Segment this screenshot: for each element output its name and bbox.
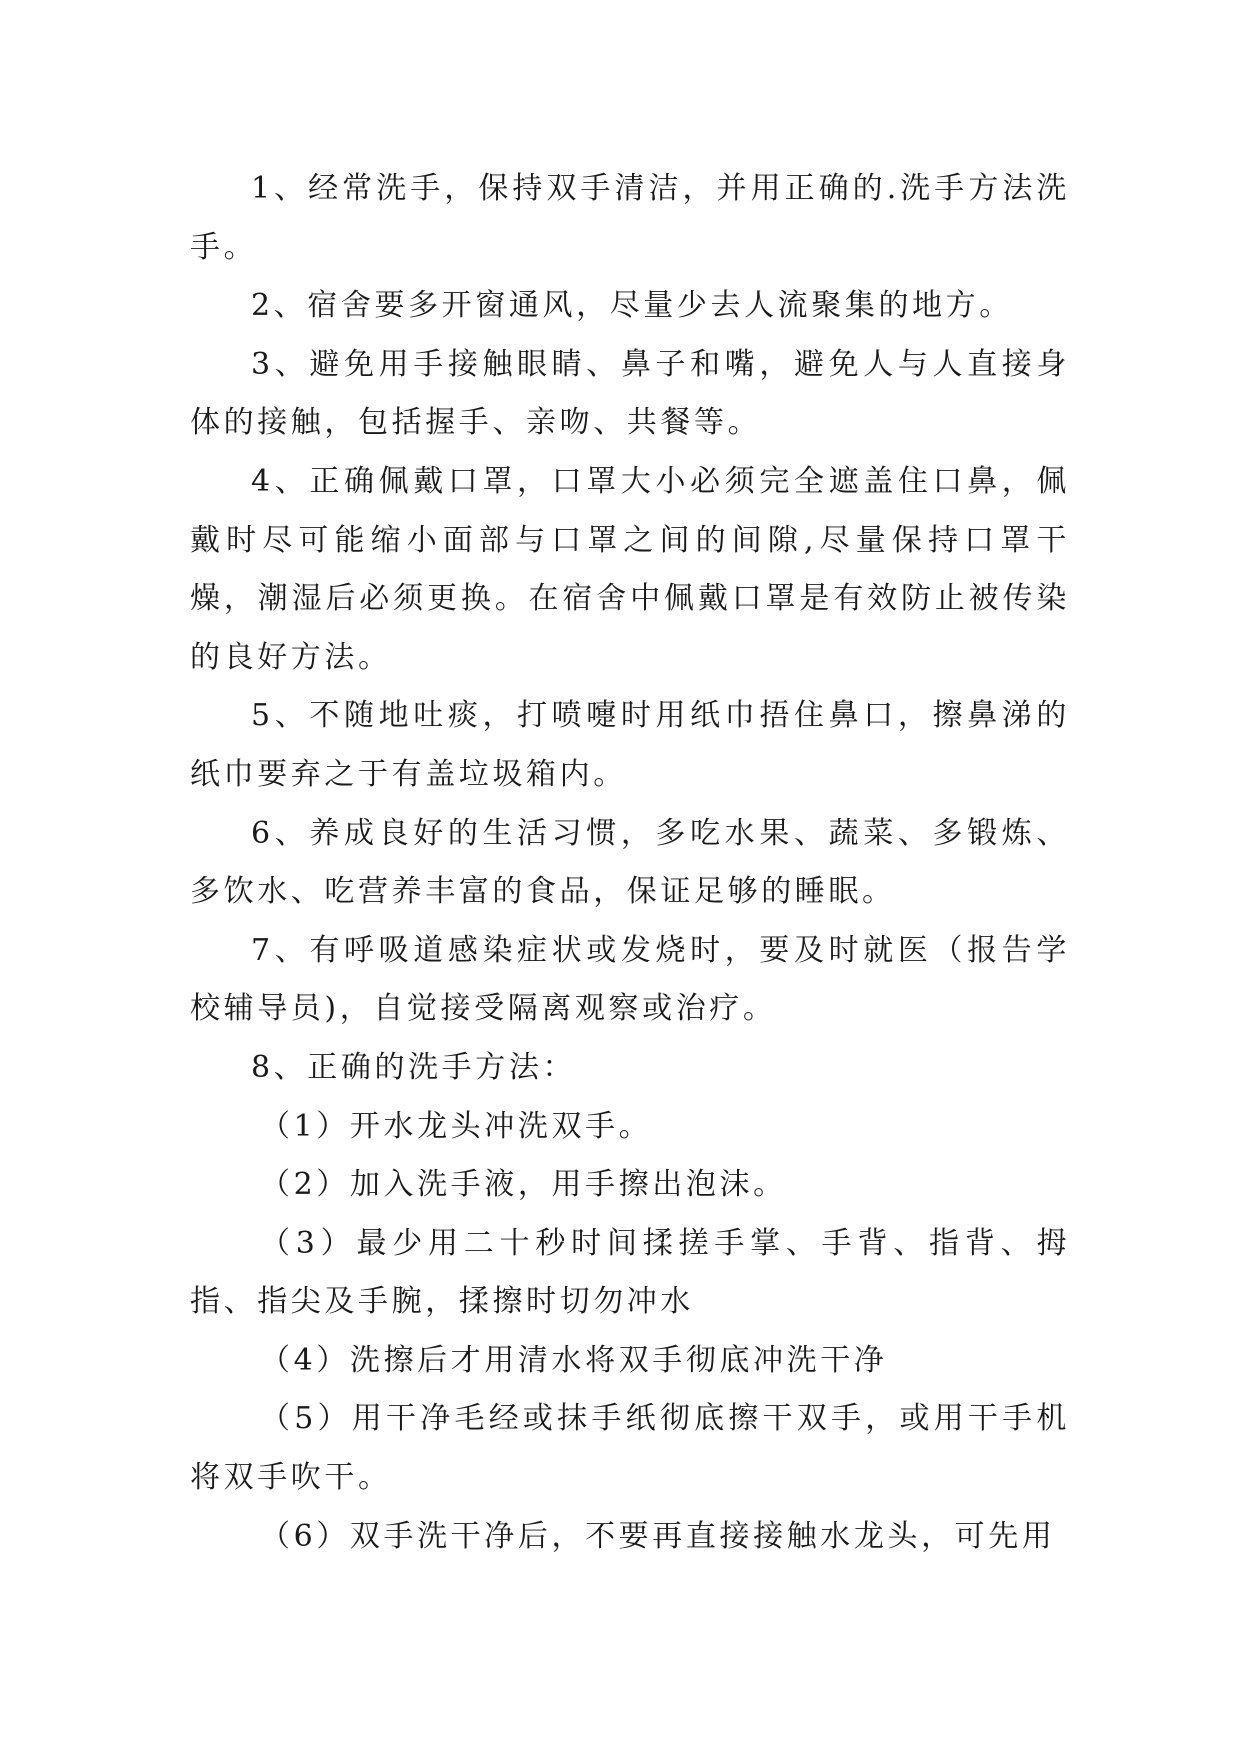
step-1: （1）开水龙头冲洗双手。 bbox=[260, 1108, 653, 1144]
step-3: （3）最少用二十秒时间揉搓手掌、手背、指背、拇指、指尖及手腕，揉擦时切勿冲水 bbox=[190, 1225, 1070, 1320]
step-2: （2）加入洗手液，用手擦出泡沫。 bbox=[260, 1167, 787, 1203]
paragraph-8: 8、正确的洗手方法： bbox=[251, 1049, 577, 1085]
step-5: （5）用干净毛经或抹手纸彻底擦干双手，或用干手机将双手吹干。 bbox=[190, 1401, 1070, 1496]
step-6: （6）双手洗干净后，不要再直接接触水龙头，可先用 bbox=[260, 1518, 1056, 1554]
paragraph-2: 2、宿舍要多开窗通风，尽量少去人流聚集的地方。 bbox=[251, 288, 1013, 324]
paragraph-3: 3、避免用手接触眼睛、鼻子和嘴，避免人与人直接身体的接触，包括握手、亲吻、共餐等。 bbox=[190, 346, 1070, 441]
paragraph-1: 1、经常洗手，保持双手清洁，并用正确的.洗手方法洗手。 bbox=[190, 171, 1070, 265]
paragraph-6: 6、养成良好的生活习惯，多吃水果、蔬菜、多锻炼、多饮水、吃营养丰富的食品，保证足够的睡眠。 bbox=[190, 815, 1070, 910]
step-4: （4）洗擦后才用清水将双手彻底冲洗干净 bbox=[260, 1342, 888, 1378]
paragraph-5: 5、不随地吐痰，打喷嚏时用纸巾捂住鼻口，擦鼻涕的纸巾要弃之于有盖垃圾箱内。 bbox=[190, 698, 1070, 792]
paragraph-7: 7、有呼吸道感染症状或发烧时，要及时就医（报告学校辅导员)，自觉接受隔离观察或治疗。 bbox=[190, 932, 1070, 1027]
document-body bbox=[190, 160, 1070, 1566]
paragraph-4: 4、正确佩戴口罩，口罩大小必须完全遮盖住口鼻，佩戴时尽可能缩小面部与口罩之间的间隙,尽量保持口罩干燥，潮湿后必须更换。在宿舍中佩戴口罩是有效防止被传染的良好方法。 bbox=[190, 463, 1070, 675]
